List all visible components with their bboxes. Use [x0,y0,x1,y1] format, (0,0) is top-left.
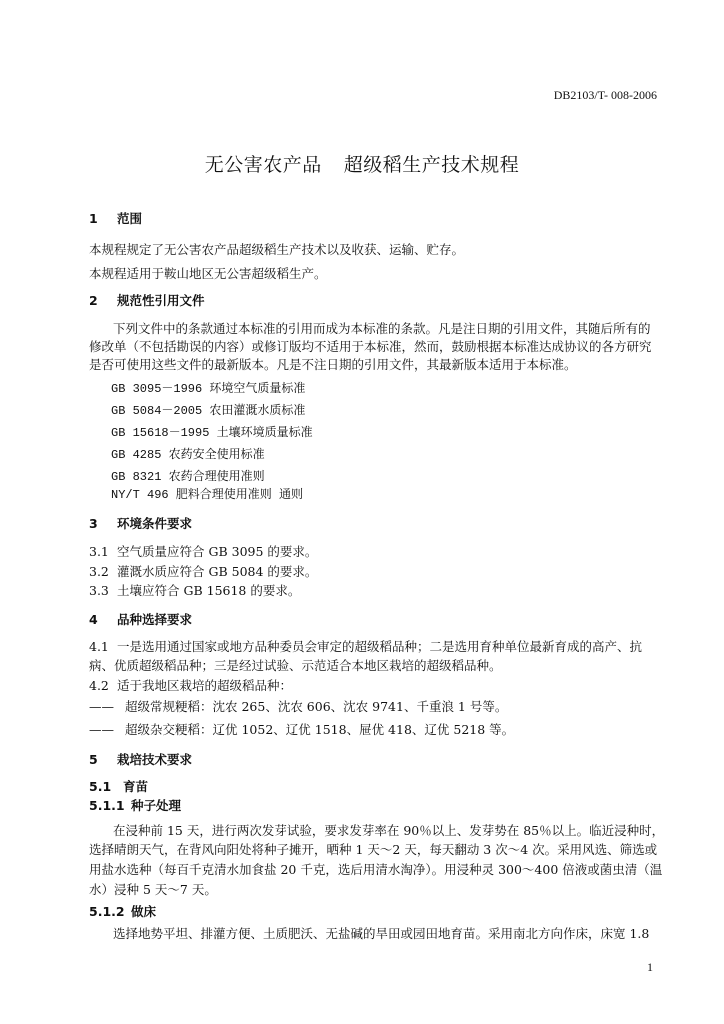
title-part2: 超级稻生产技术规程 [343,154,520,176]
reference-item: GB 3095－1996 环境空气质量标准 [111,382,306,396]
section-4-heading: 4 品种选择要求 [89,612,193,627]
reference-item: GB 15618－1995 土壤环境质量标准 [111,426,313,440]
section-2-heading: 2 规范性引用文件 [89,293,205,308]
clause-3-2: 3.2 灌溉水质应符合 GB 5084 的要求。 [89,564,318,579]
paragraph-line: 是否可使用这些文件的最新版本。凡是不注日期的引用文件，其最新版本适用于本标准。 [89,357,577,372]
section-3-heading: 3 环境条件要求 [89,516,193,531]
section-5-1-1-heading: 5.1.1 种子处理 [89,798,182,813]
paragraph-line: 水）浸种 5 天～7 天。 [89,882,217,897]
reference-item: GB 8321 农药合理使用准则 [111,470,265,484]
reference-item: GB 4285 农药安全使用标准 [111,448,265,462]
paragraph-line: 本规程适用于鞍山地区无公害超级稻生产。 [89,266,327,281]
paragraph-line: 选择地势平坦、排灌方便、土质肥沃、无盐碱的旱田或园田地育苗。采用南北方向作床，床宽 1.8 [113,926,650,941]
section-1-heading: 1 范围 [89,211,143,226]
paragraph-line: 选择晴朗天气，在背风向阳处将种子摊开，晒种 1 天～2 天，每天翻动 3 次～4 次。采用风选、筛选或 [89,842,658,857]
variety-bullet: —— 超级常规粳稻：沈农 265、沈农 606、沈农 9741、千重浪 1 号等。 [89,699,508,714]
paragraph-line: 用盐水选种（每百千克清水加食盐 20 千克，选后用清水淘净）。用浸种灵 300～400 倍液或菌虫清（温 [89,862,663,877]
section-5-1-2-heading: 5.1.2 做床 [89,904,157,919]
clause-3-1: 3.1 空气质量应符合 GB 3095 的要求。 [89,544,318,559]
section-5-1-heading: 5.1 育苗 [89,779,149,794]
clause-4-2: 4.2 适于我地区栽培的超级稻品种： [89,678,293,693]
reference-item: NY/T 496 肥料合理使用准则 通则 [111,488,304,502]
title-part1: 无公害农产品 [204,154,322,176]
paragraph-line: 病、优质超级稻品种；三是经过试验、示范适合本地区栽培的超级稻品种。 [89,658,502,673]
clause-4-1: 4.1 一是选用通过国家或地方品种委员会审定的超级稻品种；二是选用育种单位最新育成的高产、抗 [89,639,643,654]
section-5-heading: 5 栽培技术要求 [89,752,193,767]
paragraph-line: 在浸种前 15 天，进行两次发芽试验，要求发芽率在 90％以上、发芽势在 85％以上。临近浸种时， [113,823,665,838]
clause-3-3: 3.3 土壤应符合 GB 15618 的要求。 [89,583,301,598]
paragraph-line: 下列文件中的条款通过本标准的引用而成为本标准的条款。凡是注日期的引用文件，其随后所有的 [113,321,651,336]
page-number: 1 [647,960,653,974]
reference-item: GB 5084－2005 农田灌溉水质标准 [111,404,306,418]
paragraph-line: 本规程规定了无公害农产品超级稻生产技术以及收获、运输、贮存。 [89,242,465,257]
paragraph-line: 修改单（不包括勘误的内容）或修订版均不适用于本标准，然而，鼓励根据本标准达成协议的各方研究 [89,339,652,354]
document-title [0,150,724,177]
variety-bullet: —— 超级杂交粳稻：辽优 1052、辽优 1518、屉优 418、辽优 5218 等。 [89,722,515,737]
standard-code: DB2103/T- 008-2006 [553,88,657,102]
